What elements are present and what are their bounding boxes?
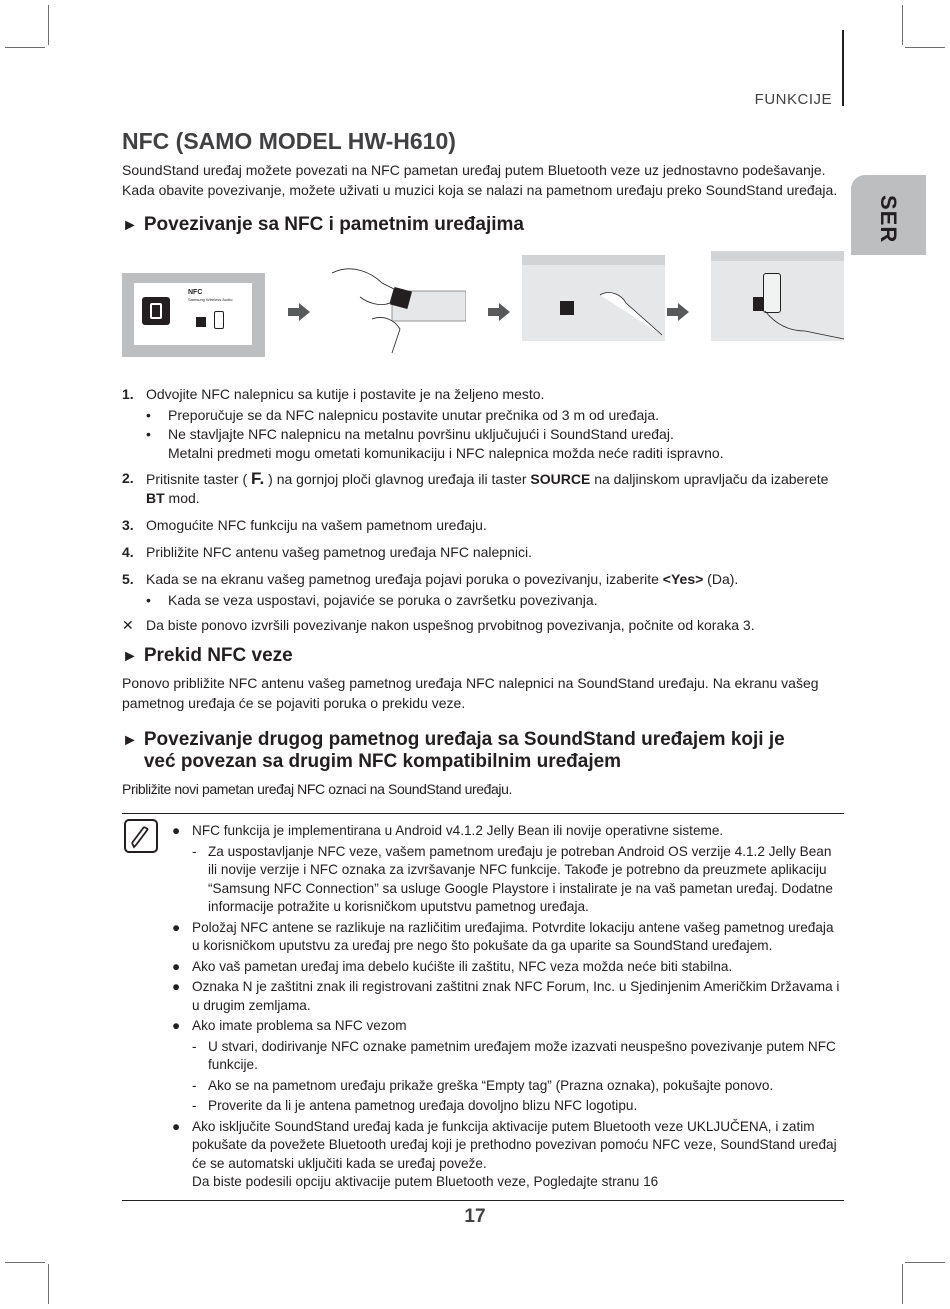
crop-mark (902, 1264, 903, 1304)
crop-mark (905, 47, 945, 48)
step-5: 5. Kada se na ekranu vašeg pametnog uređaja pojavi poruka o povezivanju, izaberite <Yes> (Da). (122, 571, 739, 587)
step-1: 1. Odvojite NFC nalepnicu sa kutije i postavite je na željeno mesto. (122, 386, 545, 402)
notes-box (122, 813, 844, 1201)
crop-mark (905, 1262, 945, 1263)
page-number: 17 (464, 1206, 486, 1227)
step-5-bullets (146, 591, 844, 610)
list-item: • Kada se veza uspostavi, pojaviće se poruka o završetku povezivanja. (146, 592, 598, 608)
nfc-illustration (122, 263, 844, 365)
section-heading-another-device: ► Povezivanje drugog pametnog uređaja sa SoundStand uređajem koji je već povezan sa drugim NFC kompatibilnim uređajem (122, 729, 785, 772)
language-tab (851, 175, 926, 255)
sub-item: - Proverite da li je antena pametnog uređaja dovoljno blizu NFC logotipu. (192, 1098, 638, 1113)
list-item: ● NFC funkcija je implementirana u Android v4.1.2 Jelly Bean ili novije operativne sisteme. (172, 823, 724, 838)
list-item: ● Ako imate problema sa NFC vezom (172, 1018, 407, 1033)
disconnect-text: Ponovo približite NFC antenu vašeg pametnog uređaja NFC nalepnici na SoundStand uređaju. Na ekranu vašeg pametnog uređaja će se pojaviti poruka o prekidu veze. (122, 675, 819, 711)
steps-list (122, 385, 844, 635)
nfc-logo-icon (142, 297, 170, 325)
play-arrow-icon: ► (122, 217, 138, 234)
note-x-icon: ✕ (122, 617, 134, 633)
nfc-sub-label: Samsung Wireless Audio (188, 297, 233, 302)
crop-mark (5, 1262, 45, 1263)
intro-text: SoundStand uređaj možete povezati na NFC pametan uređaj putem Bluetooth veze uz jednostavno podešavanje. Kada obavite povezivanje, možete uživati u muzici koja se nalazi na pametnom uređaju preko SoundStand uređaja. (122, 162, 838, 198)
list-item: ● Položaj NFC antene se razlikuje na različitim uređajima. Potvrdite lokaciju antene vašeg pametnog uređaja u korisničkom uputstvu za uređaj pre nego što pokušate da ga uparite sa SoundStand uređajem. (172, 919, 834, 953)
nfc-box-illustration (122, 273, 265, 357)
list-item: Metalni predmeti mogu ometati komunikaciju i NFC nalepnica možda neće raditi ispravno. (168, 445, 724, 461)
page-title: NFC (SAMO MODEL HW-H610) (122, 128, 456, 154)
crop-mark (5, 47, 45, 48)
arrow-right-icon (288, 303, 310, 321)
notes-list (172, 822, 844, 1192)
language-tab-label: SER (876, 195, 901, 244)
list-item: ● Ako isključite SoundStand uređaj kada je funkcija aktivacije putem Bluetooth veze UKLJUČENA, i zatim pokušate da povežete Bluetooth uređaj koji je prethodno povezivan pomoću NFC veze, SoundStand uređaj će se automatski uključiti kada se uređaj poveže. Da biste podesili opciju aktivacije putem Bluetooth veze, Pogledajte stranu 16 (172, 1118, 837, 1189)
list-item: • Preporučuje se da NFC nalepnicu postavite unutar prečnika od 3 m od uređaja. (146, 407, 660, 423)
header-rule (842, 30, 844, 106)
sub-item: - U stvari, dodirivanje NFC oznake pametnim uređajem može izazvati neuspešno povezivanje putem NFC funkcije. (192, 1038, 836, 1072)
section-heading-connect: ► Povezivanje sa NFC i pametnim uređajima (122, 214, 524, 235)
list-item: ● Oznaka N je zaštitni znak ili registrovani zaštitni znak NFC Forum, Inc. u Sjedinjenim Američkim Državama i u drugim zemljama. (172, 979, 840, 1013)
step-4: 4. Približite NFC antenu vašeg pametnog uređaja NFC nalepnici. (122, 544, 532, 560)
play-arrow-icon: ► (122, 648, 138, 665)
another-device-text: Približite novi pametan uređaj NFC oznaci na SoundStand uređaju. (122, 781, 512, 797)
arrow-right-icon (488, 303, 510, 321)
step-3: 3. Omogućite NFC funkciju na vašem pametnom uređaju. (122, 517, 487, 533)
play-arrow-icon: ► (122, 732, 138, 749)
sub-item: - Za uspostavljanje NFC veze, vašem pametnom uređaju je potreban Android OS verzije 4.1.2 Jelly Bean ili novije verzije i NFC oznaka za izvršavanje NFC funkcije. Takođe je potrebno da preuzmete aplikaciju “Samsung NFC Connection” sa usluge Google Playstore i instalirate je na vaš pametan uređaj. Dodatne informacije potražite u korisničkom uputstvu pametnog uređaja. (192, 843, 833, 914)
arrow-right-icon (667, 303, 689, 321)
crop-mark (902, 5, 903, 45)
main-content (122, 128, 844, 799)
note-restart: ✕ Da biste ponovo izvršili povezivanje nakon uspešnog prvobitnog povezivanja, počnite od koraka 3. (122, 617, 755, 633)
attach-sticker-illustration (522, 255, 665, 341)
crop-mark (48, 1264, 49, 1304)
function-button-icon: F. (251, 469, 265, 488)
section-heading-disconnect: ► Prekid NFC veze (122, 645, 293, 666)
list-item: • Ne stavljajte NFC nalepnicu na metalnu površinu uključujući i SoundStand uređaj. (146, 426, 674, 442)
section-label: FUNKCIJE (754, 91, 832, 108)
peel-sticker-illustration (332, 263, 466, 333)
sub-item: - Ako se na pametnom uređaju prikaže greška “Empty tag” (Prazna oznaka), pokušajte ponovo. (192, 1077, 774, 1093)
nfc-label: NFC (188, 289, 203, 296)
step-1-bullets (146, 406, 844, 463)
phone-tag-illustration (711, 251, 844, 341)
step-2: 2. Pritisnite taster ( F. ) na gornjoj ploči glavnog uređaja ili taster SOURCE na daljinskom upravljaču da izaberete BT mod. (122, 469, 829, 506)
crop-mark (48, 5, 49, 45)
list-item: ● Ako vaš pametan uređaj ima debelo kućište ili zaštitu, NFC veza možda neće biti stabilna. (172, 958, 733, 974)
note-pencil-icon (124, 819, 158, 853)
